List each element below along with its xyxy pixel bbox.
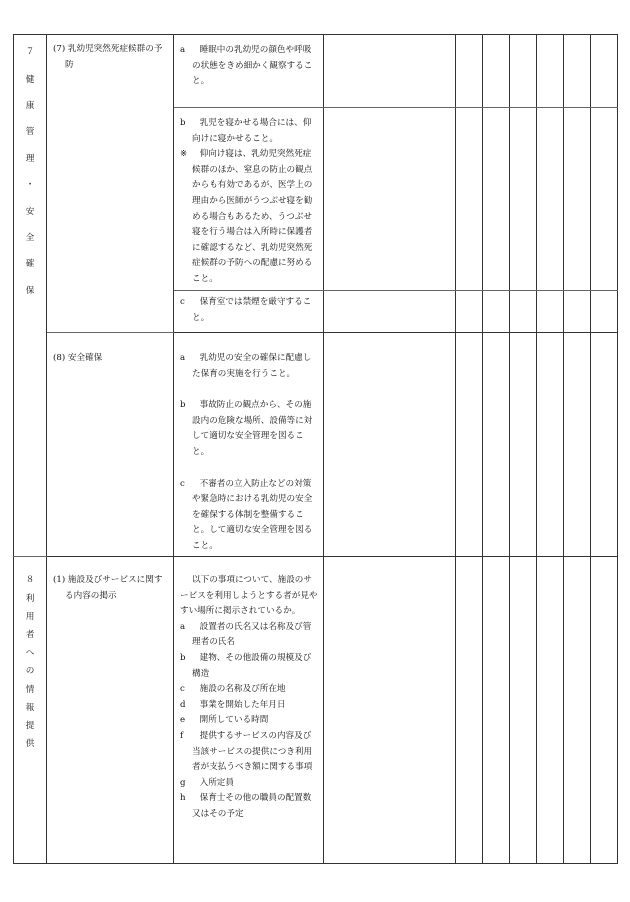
notes-cell	[324, 35, 456, 108]
criterion-8a: a 乳幼児の安全の確保に配慮した保育の実施を行うこと。	[180, 353, 312, 379]
section-8-title-char: 者	[25, 630, 35, 640]
check-cell	[591, 557, 618, 864]
check-cell	[564, 35, 591, 108]
check-cell	[564, 108, 591, 291]
item-8-title: (8) 安全確保	[53, 353, 103, 363]
section-7-title-char: ・	[25, 180, 35, 191]
check-cell	[537, 333, 564, 557]
section-8-title-char: 利	[25, 593, 35, 604]
criterion-8-1a: a 設置者の氏名又は名称及び管理者の氏名	[180, 621, 312, 648]
criterion-cell	[174, 291, 324, 333]
check-cell	[537, 108, 564, 291]
section-7-title-char: 全	[25, 233, 35, 244]
section-7-title-char: 確	[25, 259, 35, 270]
section-7-title-char: 健	[25, 74, 35, 85]
section-8-title-char: へ	[25, 648, 35, 659]
section-8-category-cell	[14, 557, 47, 864]
check-cell	[483, 333, 510, 557]
criterion-7c: c 保育室では禁煙を厳守すること。	[180, 297, 312, 323]
criterion-7a: a 睡眠中の乳幼児の顔色や呼吸の状態をきめ細かく観察すること。	[180, 45, 313, 87]
criterion-8-1g: g 入所定員	[180, 777, 234, 788]
section-8-title-char: 提	[25, 721, 35, 732]
check-cell	[510, 35, 537, 108]
criterion-8-1h: h 保育士その他の職員の配置数又はその予定	[180, 793, 312, 819]
check-cell	[483, 291, 510, 333]
check-cell	[537, 35, 564, 108]
check-cell	[591, 333, 618, 557]
criterion-8-1-intro: 以下の事項について、施設のサービスを利用しようとする者が見やすい場所に掲示されているか。	[180, 575, 318, 617]
notes-cell	[324, 291, 456, 333]
section-7-title-char: 安	[25, 206, 35, 217]
notes-cell	[324, 108, 456, 291]
criterion-8c: c 不審者の立入防止などの対策や緊急時における乳幼児の安全を確保する体制を整備すること。して適切な安全管理を図ること。	[180, 478, 313, 551]
criterion-cell	[174, 333, 324, 557]
check-cell	[456, 108, 483, 291]
check-cell	[456, 557, 483, 864]
criterion-cell	[174, 108, 324, 291]
checklist-table	[13, 34, 618, 864]
check-cell	[564, 291, 591, 333]
section-7-category-cell	[14, 35, 47, 557]
check-cell	[456, 333, 483, 557]
criterion-cell	[174, 35, 324, 108]
check-cell	[483, 35, 510, 108]
section-8-title-char: 情	[25, 684, 35, 695]
check-cell	[537, 557, 564, 864]
check-cell	[591, 108, 618, 291]
notes-cell	[324, 557, 456, 864]
check-cell	[537, 291, 564, 333]
check-cell	[564, 333, 591, 557]
check-cell	[483, 557, 510, 864]
section-7-title-char: 管	[25, 127, 35, 138]
check-cell	[510, 108, 537, 291]
item-8-1-title-cell	[47, 557, 174, 864]
criterion-8-1d: d 事業を開始した年月日	[180, 699, 286, 710]
check-cell	[591, 291, 618, 333]
notes-cell	[324, 333, 456, 557]
criterion-7-note: ※ 仰向け寝は、乳幼児突然死症候群のほか、窒息の防止の観点からも有効であるが、医学上の理由から医師がうつぶせ寝を勧める場合もあるため、うつぶせ寝を行う場合は入所時に保護者に確認するなど、乳幼児突然死症候群の予防への配慮に努めること。	[180, 149, 313, 284]
check-cell	[510, 557, 537, 864]
section-7-title-char: 康	[25, 101, 35, 111]
check-cell	[564, 557, 591, 864]
check-cell	[510, 333, 537, 557]
criterion-cell	[174, 557, 324, 864]
section-7-number: ７	[25, 47, 35, 57]
item-7-title-cell	[47, 35, 174, 333]
item-7-title: (7) 乳幼児突然死症候群の予防	[53, 44, 163, 70]
section-8-title-char: の	[25, 666, 35, 677]
criterion-8-1f: f 提供するサービスの内容及び当該サービスの提供につき利用者が支払うべき額に関する事項	[180, 730, 313, 773]
section-8-number: ８	[25, 575, 35, 585]
criterion-8-1c: c 施設の名称及び所在地	[180, 684, 286, 695]
item-8-title-cell	[47, 333, 174, 557]
section-8-title-char: 報	[25, 702, 35, 713]
section-7-title-char: 保	[25, 285, 35, 296]
check-cell	[510, 291, 537, 333]
check-cell	[591, 35, 618, 108]
check-cell	[456, 291, 483, 333]
criterion-7b: b 乳児を寝かせる場合には、仰向けに寝かせること。	[180, 118, 312, 144]
criterion-8-1e: e 開所している時間	[180, 715, 269, 726]
item-8-1-title: (1) 施設及びサービスに関する内容の掲示	[53, 575, 163, 601]
section-8-title-char: 供	[25, 739, 35, 750]
inspection-checklist-page	[13, 34, 617, 863]
criterion-8b: b 事故防止の観点から、その施設内の危険な場所、設備等に対して適切な安全管理を図ること。	[180, 400, 313, 457]
section-8-title-char: 用	[25, 611, 35, 622]
section-7-title-char: 理	[25, 153, 35, 164]
check-cell	[456, 35, 483, 108]
criterion-8-1b: b 建物、その他設備の規模及び構造	[180, 652, 312, 679]
check-cell	[483, 108, 510, 291]
